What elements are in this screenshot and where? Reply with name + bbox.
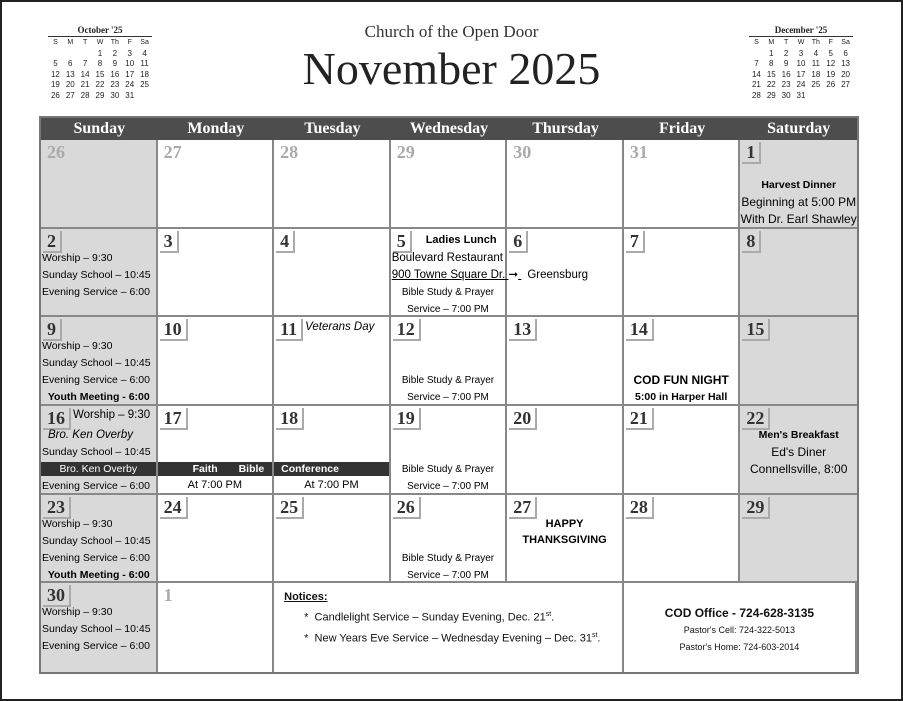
mini-weekday: M: [67, 39, 74, 46]
mini-day: 18: [811, 69, 821, 79]
event-place: Ed's Diner: [771, 444, 827, 459]
day-number: 28: [280, 142, 299, 162]
speaker-banner: Bro. Ken Overby: [41, 462, 156, 476]
mini-weekday: W: [96, 39, 104, 46]
youth-meeting: Youth Meeting - 6:00: [47, 568, 150, 581]
event-veterans-day: Veterans Day: [305, 321, 375, 334]
pastor-home-phone: Pastor's Home: 724-603-2014: [679, 642, 800, 653]
conference-banner: Conference: [274, 462, 389, 476]
sunday-school-time: Sunday School – 10:45: [42, 268, 151, 281]
day-number: 24: [160, 497, 188, 519]
event-title: Men's Breakfast: [758, 428, 839, 441]
mini-day: 31: [125, 90, 135, 100]
conference-banner: [158, 462, 273, 476]
conference-time: At 7:00 PM: [187, 478, 243, 491]
weekday-monday: Monday: [187, 120, 245, 137]
day-cell-nov-4[interactable]: [274, 229, 391, 318]
mini-day: 10: [796, 59, 806, 69]
bible-study-time: Service – 7:00 PM: [407, 392, 489, 404]
day-number: 26: [393, 497, 421, 519]
mini-day: 24: [796, 80, 806, 90]
bible-study-time: Service – 7:00 PM: [407, 480, 489, 492]
event-city-time: Connellsville, 8:00: [750, 461, 848, 476]
mini-weekday: Th: [110, 39, 119, 46]
office-phone: COD Office - 724-628-3135: [664, 606, 815, 621]
worship-time: Worship – 9:30: [42, 517, 113, 530]
day-number: 18: [276, 408, 304, 430]
mini-day: 2: [112, 48, 118, 58]
event-guest: With Dr. Earl Shawley: [740, 212, 857, 226]
event-mens-breakfast: [740, 427, 857, 478]
weekday-header: [41, 118, 857, 140]
mini-day: 26: [826, 80, 836, 90]
day-number: 5: [393, 231, 412, 253]
event-place: Boulevard Restaurant: [391, 251, 503, 264]
arrow-right-icon: ➞: [508, 268, 519, 281]
bible-study: [391, 284, 506, 318]
mini-day: 15: [95, 69, 105, 79]
mini-day: 24: [125, 80, 135, 90]
sunday-school-time: Sunday School – 10:45: [42, 623, 151, 636]
month-calendar: [39, 116, 859, 674]
event-city: Greensburg: [527, 268, 589, 281]
sunday-school-time: Sunday School – 10:45: [42, 357, 151, 370]
day-number: 11: [276, 319, 303, 341]
mini-day: 6: [68, 59, 73, 69]
calendar-grid: [41, 140, 857, 672]
mini-day: [808, 91, 823, 102]
day-cell-nov-13[interactable]: [507, 317, 624, 406]
day-number: 10: [160, 319, 188, 341]
day-cell-nov-28[interactable]: [624, 495, 741, 584]
conference-time: At 7:00 PM: [304, 478, 359, 491]
day-number: 23: [43, 497, 71, 519]
day-cell-oct-30[interactable]: [507, 140, 624, 229]
day-number: 25: [276, 497, 304, 519]
mini-day: 18: [140, 69, 150, 79]
mini-day: 11: [811, 59, 820, 69]
bible-study: [391, 372, 506, 406]
event-thanksgiving: [507, 516, 622, 548]
day-cell-nov-12[interactable]: [391, 317, 508, 406]
bible-study-time: Service – 7:00 PM: [407, 569, 489, 581]
mini-weekday: Sa: [140, 39, 149, 46]
day-number: 15: [742, 319, 770, 341]
day-cell-nov-11[interactable]: [274, 317, 391, 406]
mini-day: 10: [125, 59, 135, 69]
mini-weekday: W: [797, 39, 805, 46]
mini-day: 20: [65, 80, 75, 90]
day-cell-nov-19[interactable]: [391, 406, 508, 495]
office-contact: [624, 605, 855, 656]
event-title: COD FUN NIGHT: [633, 373, 729, 388]
event-place: 5:00 in Harper Hall: [635, 391, 728, 404]
mini-day: 1: [97, 48, 103, 58]
mini-day: [48, 49, 63, 60]
mini-day: 27: [65, 90, 75, 100]
mini-day: 5: [53, 59, 58, 69]
thanksgiving-line-1: HAPPY: [545, 517, 584, 530]
day-cell-nov-18[interactable]: [274, 406, 391, 495]
day-number: 2: [43, 231, 62, 253]
day-number: 30: [43, 585, 71, 607]
day-number: 7: [626, 231, 645, 253]
sunday-services: [42, 338, 156, 406]
mini-day: [838, 91, 853, 102]
notices-heading: Notices:: [284, 591, 328, 604]
notices-panel: [274, 583, 624, 672]
mini-weekday: Th: [811, 39, 820, 46]
weekday-thursday: Thursday: [532, 120, 599, 137]
day-number: 31: [629, 142, 648, 162]
worship-time: Worship – 9:30: [42, 251, 113, 264]
mini-calendar-title: December '25: [749, 25, 853, 37]
mini-day: 7: [754, 59, 759, 69]
mini-day: 4: [142, 48, 147, 58]
mini-day: [63, 49, 78, 60]
day-cell-nov-17[interactable]: [158, 406, 275, 495]
day-cell-nov-29[interactable]: [740, 495, 857, 584]
church-name: Church of the Open Door: [364, 22, 539, 41]
day-number: 14: [626, 319, 654, 341]
mini-day: 17: [125, 69, 135, 79]
day-cell-nov-5[interactable]: [391, 229, 589, 318]
mini-day: 12: [50, 69, 60, 79]
day-number: 29: [396, 142, 415, 162]
sunday-school-time: Sunday School – 10:45: [42, 534, 151, 547]
day-number: 1: [742, 142, 761, 164]
day-cell-nov-24[interactable]: [158, 495, 275, 584]
day-cell-nov-7[interactable]: [624, 229, 741, 318]
mini-day: 23: [781, 80, 791, 90]
mini-day: 23: [110, 80, 120, 90]
day-number: 6: [509, 231, 528, 253]
day-cell-nov-26[interactable]: [391, 495, 508, 584]
day-cell-oct-28[interactable]: [274, 140, 391, 229]
day-cell-nov-8[interactable]: [740, 229, 857, 318]
day-cell-nov-30[interactable]: [41, 583, 158, 672]
day-number: 29: [742, 497, 770, 519]
day-cell-nov-20[interactable]: [507, 406, 624, 495]
day-number: 21: [626, 408, 654, 430]
event-ladies-lunch: Ladies Lunch: [425, 233, 497, 246]
mini-day: 22: [95, 80, 105, 90]
weekday-friday: Friday: [659, 120, 706, 137]
day-number: 27: [509, 497, 537, 519]
mini-day: [749, 49, 764, 60]
day-number: 22: [742, 408, 770, 430]
mini-day: 15: [766, 69, 776, 79]
mini-day: 29: [95, 90, 105, 100]
mini-weekday: T: [783, 39, 789, 46]
mini-day: 28: [80, 90, 90, 100]
event-ladies-lunch-location: [391, 250, 589, 284]
day-number: 28: [626, 497, 654, 519]
bible-study-label: Bible Study & Prayer: [401, 552, 495, 564]
day-cell-nov-10[interactable]: [158, 317, 275, 406]
event-harvest-dinner: [740, 177, 857, 228]
day-number: 19: [393, 408, 421, 430]
sunday-school-time: Sunday School – 10:45: [42, 445, 151, 458]
mini-day: 21: [751, 80, 761, 90]
evening-service-time: Evening Service – 6:00: [42, 551, 150, 564]
event-time: Beginning at 5:00 PM: [741, 195, 857, 209]
mini-day: 12: [826, 59, 836, 69]
notice-item: * Candlelight Service – Sunday Evening, Dec. 21st.: [304, 611, 555, 624]
day-cell-oct-26[interactable]: [41, 140, 158, 229]
day-cell-nov-2[interactable]: [41, 229, 158, 318]
day-cell-nov-9[interactable]: [41, 317, 158, 406]
day-cell-oct-27[interactable]: [158, 140, 275, 229]
sunday-services: [42, 516, 156, 584]
evening-service-time: Evening Service – 6:00: [42, 479, 150, 492]
day-number: 9: [43, 319, 62, 341]
mini-day: 9: [783, 59, 789, 69]
day-cell-nov-21[interactable]: [624, 406, 741, 495]
mini-day: 30: [110, 90, 120, 100]
day-number: 26: [47, 142, 65, 162]
mini-day: 6: [843, 48, 848, 58]
mini-day: 14: [751, 69, 761, 79]
mini-day: 21: [80, 80, 90, 90]
day-number: 16: [43, 408, 71, 430]
day-number: 27: [163, 142, 182, 162]
notice-item: * New Years Eve Service – Wednesday Evening – Dec. 31st.: [304, 631, 601, 645]
mini-day: 3: [127, 48, 132, 58]
worship-time: Worship – 9:30: [73, 408, 151, 421]
event-address: 900 Towne Square Dr. ➞ Greensburg: [392, 267, 506, 284]
evening-service-time: Evening Service – 6:00: [42, 374, 150, 387]
mini-day: 26: [50, 90, 60, 100]
evening-service-time: Evening Service – 6:00: [42, 640, 150, 653]
notices: [284, 589, 600, 647]
mini-day: 16: [781, 69, 791, 79]
day-cell-dec-1[interactable]: [158, 583, 275, 672]
weekday-sunday: Sunday: [73, 120, 126, 137]
mini-day: 19: [50, 80, 60, 90]
sunday-services: [42, 604, 156, 655]
day-number: 8: [742, 231, 761, 253]
day-cell-nov-25[interactable]: [274, 495, 391, 584]
bible-study: [391, 550, 506, 584]
mini-day: 22: [766, 80, 776, 90]
event-title: Harvest Dinner: [761, 179, 837, 191]
day-cell-oct-31[interactable]: [624, 140, 741, 229]
bible-study-label: Bible Study & Prayer: [401, 286, 495, 298]
mini-day: 25: [140, 80, 150, 90]
day-number: 17: [160, 408, 188, 430]
mini-day: 2: [783, 48, 789, 58]
mini-day: [823, 91, 838, 102]
mini-day: 5: [828, 48, 833, 58]
day-cell-nov-3[interactable]: [158, 229, 275, 318]
mini-day: 14: [80, 69, 90, 79]
mini-weekday: S: [53, 39, 58, 46]
day-number: 4: [276, 231, 295, 253]
mini-day: 3: [798, 48, 804, 58]
mini-day: 8: [769, 59, 774, 69]
mini-day: 1: [769, 48, 774, 58]
mini-weekday: F: [828, 39, 833, 46]
mini-day: 27: [841, 80, 851, 90]
mini-day: 19: [826, 69, 836, 79]
mini-day: 31: [796, 90, 806, 100]
day-number: 13: [509, 319, 537, 341]
mini-weekday: F: [127, 39, 132, 46]
office-contact-panel: [624, 583, 857, 672]
mini-day: 17: [796, 69, 806, 79]
mini-day: 7: [82, 59, 88, 69]
mini-weekday: M: [768, 39, 775, 46]
conference-word-bible: Bible: [238, 462, 265, 475]
mini-day: 13: [65, 69, 75, 79]
day-cell-nov-1[interactable]: [740, 140, 857, 229]
mini-day: 13: [841, 59, 851, 69]
mini-day: 9: [112, 59, 118, 69]
mini-day: 30: [781, 90, 791, 100]
youth-meeting: Youth Meeting - 6:00: [47, 391, 150, 404]
day-number: 30: [513, 142, 532, 162]
mini-day: 11: [140, 59, 149, 69]
day-cell-nov-27[interactable]: [507, 495, 624, 584]
day-cell-nov-15[interactable]: [740, 317, 857, 406]
day-number: 12: [393, 319, 421, 341]
mini-day: 20: [841, 69, 851, 79]
weekday-tuesday: Tuesday: [304, 120, 361, 137]
worship-time: Worship – 9:30: [42, 606, 113, 619]
weekday-wednesday: Wednesday: [409, 120, 489, 137]
mini-day: 16: [110, 69, 120, 79]
mini-day: 25: [811, 80, 821, 90]
day-number: 20: [509, 408, 537, 430]
day-cell-nov-14[interactable]: [624, 317, 741, 406]
mini-weekday: S: [754, 39, 759, 46]
pastor-cell-phone: Pastor's Cell: 724-322-5013: [683, 625, 796, 636]
mini-calendar-next: [749, 25, 853, 102]
bible-study: [391, 461, 506, 495]
day-number: 1: [163, 585, 173, 606]
month-title: November 2025: [302, 43, 601, 94]
bible-study-label: Bible Study & Prayer: [401, 463, 495, 475]
day-cell-oct-29[interactable]: [391, 140, 508, 229]
day-cell-nov-22[interactable]: [740, 406, 857, 495]
event-fun-night: [624, 372, 739, 406]
day-cell-nov-23[interactable]: [41, 495, 158, 584]
mini-day: [78, 49, 93, 60]
sunday-services: [42, 427, 156, 495]
mini-day: 28: [751, 90, 761, 100]
mini-calendar-title: October '25: [48, 25, 152, 37]
conference-word-faith: Faith: [192, 462, 218, 475]
mini-calendar-previous: [48, 25, 152, 102]
day-cell-nov-16[interactable]: [41, 406, 158, 495]
weekday-saturday: Saturday: [767, 120, 831, 137]
day-number: 3: [160, 231, 179, 253]
sunday-services: [42, 250, 156, 301]
mini-weekday: Sa: [841, 39, 850, 46]
thanksgiving-line-2: THANKSGIVING: [522, 533, 607, 546]
mini-calendar-grid: [48, 38, 152, 102]
mini-calendar-grid: [749, 38, 853, 102]
mini-day: [137, 91, 152, 102]
evening-service-time: Evening Service – 6:00: [42, 285, 150, 298]
bible-study-label: Bible Study & Prayer: [401, 375, 495, 387]
mini-day: 8: [97, 59, 103, 69]
worship-time: Worship – 9:30: [42, 340, 113, 353]
speaker-name: Bro. Ken Overby: [48, 428, 134, 441]
mini-day: 4: [813, 48, 819, 58]
mini-weekday: T: [82, 39, 88, 46]
mini-day: 29: [766, 90, 776, 100]
bible-study-time: Service – 7:00 PM: [407, 303, 489, 315]
